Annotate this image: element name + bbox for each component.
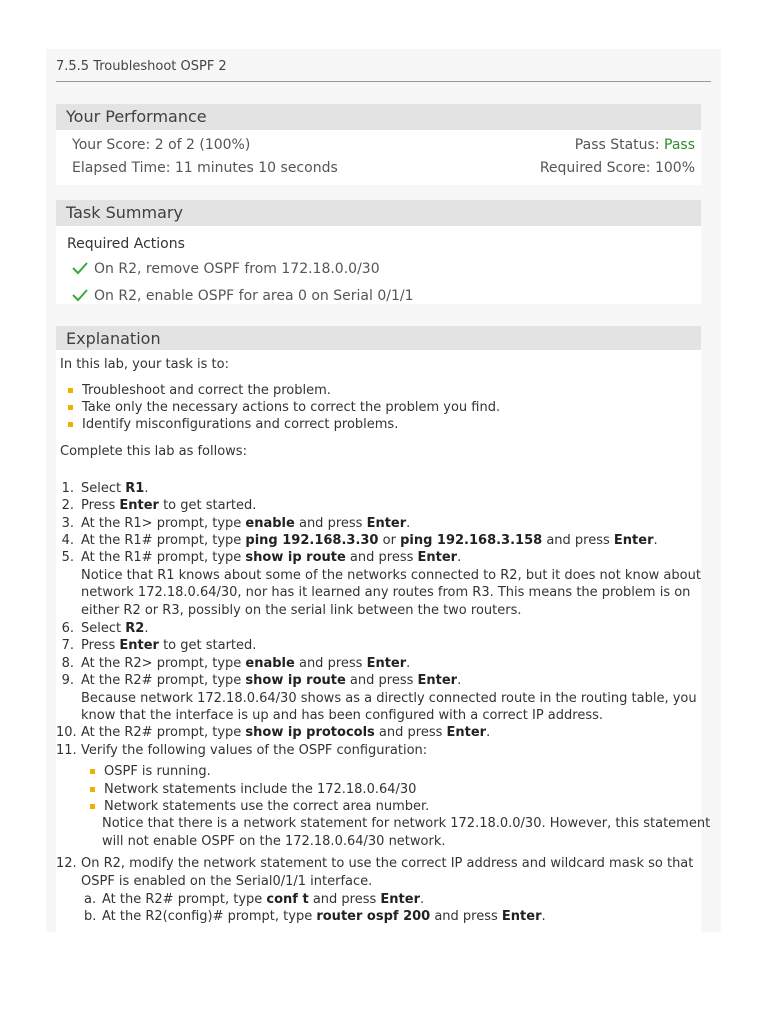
action-text: On R2, enable OSPF for area 0 on Serial 0/1/1: [94, 288, 414, 304]
task-summary-heading: Task Summary: [56, 200, 701, 226]
step-11-note: Notice that there is a network statement for network 172.18.0.0/30. However, this statement: [102, 816, 711, 831]
check-icon: [72, 261, 88, 275]
elapsed-time: Elapsed Time: 11 minutes 10 seconds: [72, 160, 338, 176]
score-text: Your Score: 2 of 2 (100%): [72, 137, 251, 153]
bullet-icon: [90, 787, 95, 792]
score-row: [72, 137, 695, 153]
required-score: Required Score: 100%: [539, 160, 695, 176]
step-5-note: Notice that R1 knows about some of the networks connected to R2, but it does not know about: [81, 568, 701, 583]
performance-heading: Your Performance: [56, 104, 701, 130]
step-5-note: network 172.18.0.64/30, nor has it learned any routes from R3. This means the problem is on: [81, 585, 691, 600]
bullet-icon: [90, 769, 95, 774]
bullet-icon: [68, 388, 73, 393]
check-icon: [72, 288, 88, 302]
step-11-note: will not enable OSPF on the 172.18.0.64/30 network.: [102, 834, 446, 849]
bullet-icon: [68, 422, 73, 427]
task-summary-section: [56, 226, 701, 304]
explanation-heading: Explanation: [56, 326, 701, 352]
step-9-note: Because network 172.18.0.64/30 shows as a directly connected route in the routing table, you: [81, 691, 697, 706]
pass-status: [575, 137, 695, 153]
pass-status-value: Pass: [664, 137, 695, 153]
title-divider: [56, 81, 711, 82]
step-9-note: know that the interface is up and has been configured with a correct IP address.: [81, 708, 603, 723]
step-12-cont: OSPF is enabled on the Serial0/1/1 interface.: [81, 874, 373, 889]
intro-text: In this lab, your task is to:: [60, 357, 229, 372]
report-panel: [46, 49, 721, 932]
time-row: [72, 160, 695, 176]
action-text: On R2, remove OSPF from 172.18.0.0/30: [94, 261, 380, 277]
pass-status-label: Pass Status:: [574, 137, 665, 153]
bullet-icon: [68, 405, 73, 410]
required-actions-title: Required Actions: [67, 236, 185, 252]
step-5-note: either R2 or R3, possibly on the serial link between the two routers.: [81, 603, 522, 618]
action-item: [72, 261, 380, 277]
bullet-icon: [90, 804, 95, 809]
page-title: 7.5.5 Troubleshoot OSPF 2: [56, 59, 227, 74]
explanation-section: In this lab, your task is to: Troubleshoot and correct the problem. Take only the necessary actions to correct the problem you find. Identify misconfigurations and correct problems. Complete this lab as follows: 1. Select R1. 2. Press Enter to get started. 3. At the R1> prompt, type enable and press Enter. 4. At the R1# prompt, type ping 192.168.3.30 or ping 192.168.3.158 and press Enter. 5. At the R1# prompt, type show ip route and press Enter. Notice that R1 knows about some of the networks connected to R2, but it does not know about network 172.18.0.64/30, nor has it learned any routes from R3. This means the problem is on either R2 or R3, possibly on the serial link between the two routers. 6. Select R2. 7. Press Enter to get started. 8. At the R2> prompt, type enable and press Enter. 9. At the R2# prompt, type show ip route and press Enter. Because network 172.18.0.64/30 shows as a directly connected route in the routing table, you know that the interface is up and has been configured with a correct IP address. 10. At the R2# prompt, type show ip protocols and press Enter. 11. Verify the following values of the OSPF configuration: OSPF is running. Network statements include the 172.18.0.64/30 Network statements use the correct area number. Notice that there is a network statement for network 172.18.0.0/30. However, this statement will not enable OSPF on the 172.18.0.64/30 network. 12. On R2, modify the network statement to use the correct IP address and wildcard mask so that OSPF is enabled on the Serial0/1/1 interface. a. At the R2# prompt, type conf t and press Enter. b. At the R2(config)# prompt, type router ospf 200 and press Enter.: [56, 350, 701, 932]
action-item: [72, 288, 413, 304]
complete-text: Complete this lab as follows:: [60, 444, 247, 459]
performance-section: [56, 130, 701, 185]
